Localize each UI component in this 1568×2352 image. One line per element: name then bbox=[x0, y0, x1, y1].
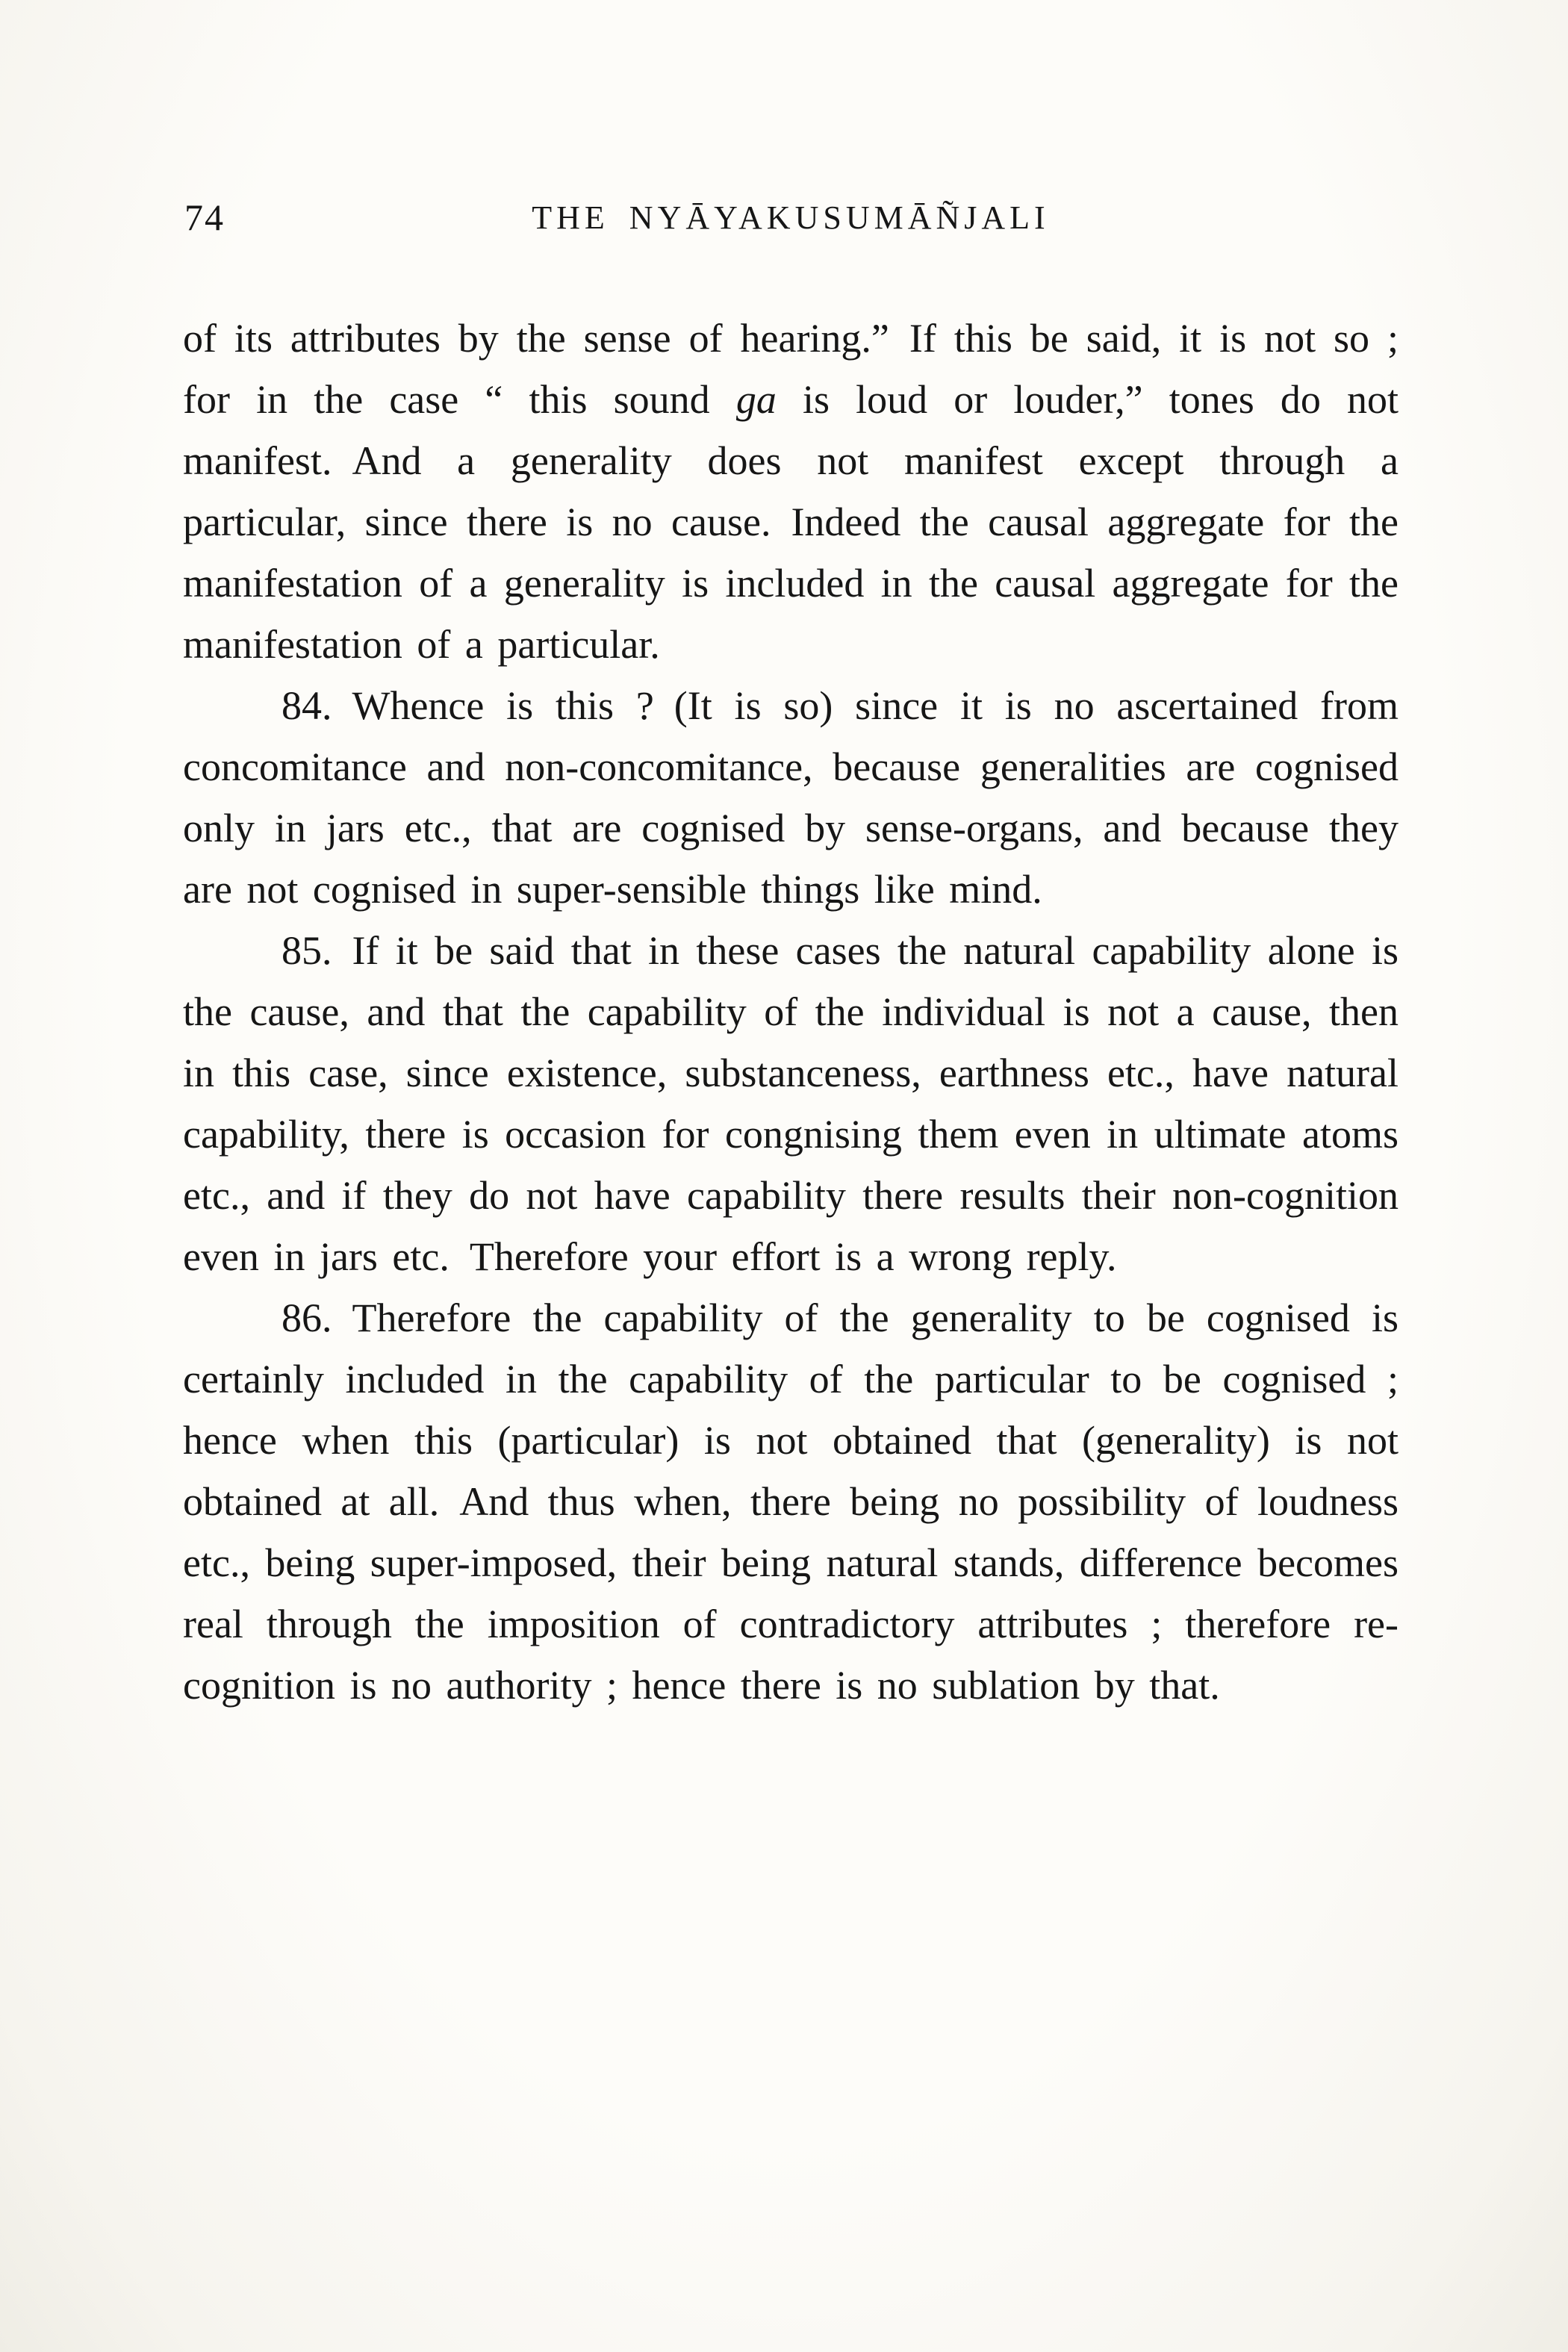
running-title: THE NYĀYAKUSUMĀÑJALI bbox=[532, 199, 1050, 236]
paragraph bbox=[183, 1287, 1399, 1716]
paragraph bbox=[183, 675, 1399, 920]
page-header bbox=[183, 196, 1399, 248]
text-run: of its attributes by the sense of hearing.” If this be said, it is not so ; for in the case “ this sound bbox=[183, 316, 1399, 422]
text-run: 84. Whence is this ? (It is so) since it is no ascertained from concomitance and non-concomitance, because generalities are cognised only in jars etc., that are cognised by sense-organs, and because they are not cognised in super-sensible things like mind. bbox=[183, 683, 1399, 912]
body-text bbox=[183, 308, 1399, 1716]
text-run: is loud or louder,” tones do not manifest. And a generality does not manifest except through a particular, since there is no cause. Indeed the causal aggregate for the manifestation of a generality is included in the causal aggregate for the manifestation of a particular. bbox=[183, 377, 1399, 667]
italic-term: ga bbox=[735, 377, 777, 422]
paragraph bbox=[183, 920, 1399, 1287]
page-number: 74 bbox=[184, 196, 225, 238]
text-run: 85. If it be said that in these cases the natural capability alone is the cause, and that the capability of the individual is not a cause, then in this case, since existence, substanceness, earthness etc., have natural capability, there is occasion for congnising them even in ultimate atoms etc., and if they do not have capability there results their non-cognition even in jars etc. Therefore your effort is a wrong reply. bbox=[183, 928, 1399, 1279]
text-run: 86. Therefore the capability of the generality to be cognised is certainly included in the capability of the particular to be cognised ; hence when this (particular) is not obtained that (generality) is not obtained at all. And thus when, there being no possibility of loudness etc., being super-imposed, their being natural stands, difference becomes real through the imposition of contradictory attributes ; therefore re-cognition is no authority ; hence there is no sublation by that. bbox=[183, 1295, 1399, 1708]
paragraph bbox=[183, 308, 1399, 675]
